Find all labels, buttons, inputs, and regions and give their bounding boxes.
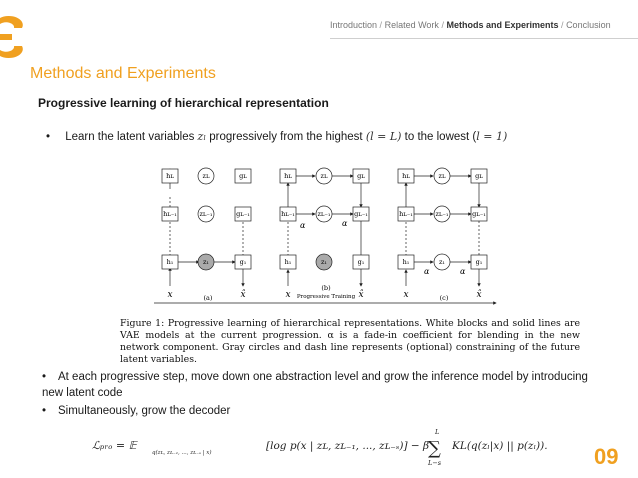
highest-level-math: (l = L) <box>365 130 402 143</box>
equation-kl-term: KL(q(zₗ|x) || p(zₗ)). <box>452 440 548 452</box>
page-title: Methods and Experiments <box>30 65 216 82</box>
node-z-L: zʟ <box>438 172 446 180</box>
node-z-L: zʟ <box>320 172 328 180</box>
node-h-L1: hʟ₋₁ <box>399 210 413 218</box>
sum-lower-limit: L−s <box>428 459 442 467</box>
node-h-L: hʟ <box>284 172 292 180</box>
node-x: x <box>167 290 173 300</box>
node-z-L1: zʟ₋₁ <box>199 210 213 218</box>
node-h-1: h₁ <box>284 258 292 266</box>
logo-icon <box>0 14 26 60</box>
equation-log-likelihood: [log p(x | zʟ, zʟ₋₁, ..., zʟ₋ₛ)] − β <box>266 440 430 452</box>
node-g-L1: gʟ₋₁ <box>354 210 368 218</box>
node-h-L1: hʟ₋₁ <box>163 210 177 218</box>
panel-b <box>280 168 369 300</box>
node-z-L: zʟ <box>202 172 210 180</box>
node-z-L1: zʟ₋₁ <box>435 210 449 218</box>
sum-sign: ∑ <box>428 438 441 459</box>
node-h-1: h₁ <box>402 258 410 266</box>
equation-lhs: ℒₚᵣₒ = 𝔼 <box>92 439 137 452</box>
node-x: x <box>403 290 409 300</box>
breadcrumb <box>330 20 630 30</box>
bullet-dot: • <box>42 405 47 417</box>
alpha-label: α <box>342 219 348 228</box>
progressive-training-label: Progressive Training <box>296 294 356 300</box>
bullet-text: progressively from the highest <box>209 131 363 143</box>
lowest-level-math: l = 1) <box>476 130 508 143</box>
bullet-text: At each progressive step, move down one abstraction level and grow the inference model by introducing new latent code <box>42 371 588 399</box>
panel-b-label: (b) <box>321 284 331 292</box>
latent-var-math: zₗ <box>197 130 207 143</box>
bullet-progressive-step <box>42 369 602 401</box>
nav-conclusion[interactable]: Conclusion <box>566 20 611 30</box>
bullet-text: Simultaneously, grow the decoder <box>58 405 231 417</box>
node-g-L: gʟ <box>475 172 483 180</box>
bullet-learn-latents <box>46 129 606 145</box>
panel-a-label: (a) <box>203 294 213 302</box>
node-z-L1: zʟ₋₁ <box>317 210 331 218</box>
bullet-dot: • <box>42 371 47 383</box>
loss-equation <box>90 427 550 467</box>
nav-methods-and-experiments[interactable]: Methods and Experiments <box>446 20 559 30</box>
alpha-label: α <box>460 267 466 276</box>
node-z-1: z₁ <box>202 258 210 266</box>
alpha-label: α <box>424 267 430 276</box>
sum-upper-limit: L <box>435 428 440 436</box>
node-g-1: g₁ <box>239 258 247 266</box>
nav-related-work[interactable]: Related Work <box>384 20 439 30</box>
bullet-grow-decoder <box>42 403 602 419</box>
node-g-L: gʟ <box>239 172 247 180</box>
bullet-text: Learn the latent variables <box>65 131 195 143</box>
equation-expectation-subscript: q(zʟ, zʟ₋₁, ..., zʟ₋ₛ | x) <box>152 450 212 456</box>
node-g-1: g₁ <box>475 258 483 266</box>
figure-caption: Figure 1: Progressive learning of hierarchical representations. White blocks and solid lines are VAE models at the current progression. α is a fade-in coefficient for blending in the new network component. Gray circles and dash line represents (optional) constraining of the future latent variables. <box>120 318 580 365</box>
alpha-label: α <box>300 221 306 230</box>
node-z-1: z₁ <box>320 258 328 266</box>
node-h-1: h₁ <box>166 258 174 266</box>
node-h-L: hʟ <box>166 172 174 180</box>
node-g-L1: gʟ₋₁ <box>236 210 250 218</box>
node-h-L1: hʟ₋₁ <box>281 210 295 218</box>
node-h-L: hʟ <box>402 172 410 180</box>
bullet-dot: • <box>46 131 51 143</box>
page-number: 09 <box>594 444 619 469</box>
node-x-hat: x̂ <box>476 290 482 300</box>
progressive-training-figure <box>150 160 500 305</box>
node-x-hat: x̂ <box>358 290 364 300</box>
nav-separator: / <box>441 20 444 30</box>
node-z-1: z₁ <box>438 258 446 266</box>
node-g-L1: gʟ₋₁ <box>472 210 486 218</box>
node-x: x <box>285 290 291 300</box>
header-divider <box>330 38 638 39</box>
nav-introduction[interactable]: Introduction <box>330 20 378 30</box>
nav-separator: / <box>379 20 383 30</box>
node-g-1: g₁ <box>357 258 365 266</box>
panel-a <box>162 168 251 302</box>
node-g-L: gʟ <box>357 172 365 180</box>
node-x-hat: x̂ <box>240 290 246 300</box>
bullet-text: to the lowest ( <box>404 131 477 143</box>
section-subtitle: Progressive learning of hierarchical representation <box>38 96 329 110</box>
panel-c <box>398 168 487 302</box>
nav-separator: / <box>561 20 564 30</box>
panel-c-label: (c) <box>439 294 449 302</box>
